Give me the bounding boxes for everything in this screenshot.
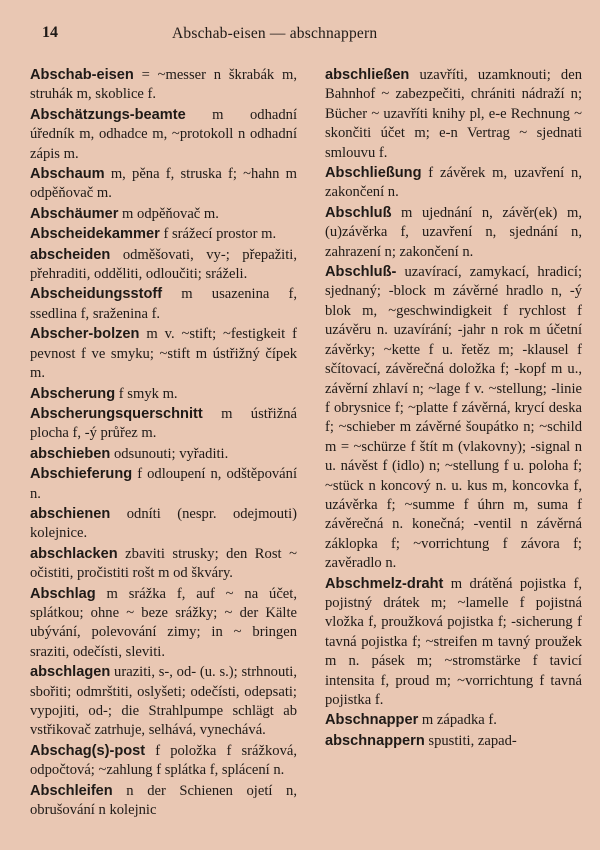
entry-definition: uzavírací, zamykací, hradicí; sjednaný; -block m závěrné hradlo n, -ý blok m, ~geschwindigkeit f rychlost f uzávěru n. uzavírání; -jahr n rok m účetní závěrky; ~kette f u. řetěz m; -klausel f sčítovací, závěrečná doložka f; -kopf m u., závěrní zhlaví n; ~lage f v. ~stellung; -linie f obrysnice f; ~platte f závěrná, krycí deska f; ~schieber m závěrné šoupátko n; ~schild m = ~schürze f štít m (vlakovny); -signal n u. návěst f (idlo) n; ~stellung f u. poloha f; ~stück n koncový n. u. kus m, koncovka f, uzávěrka f; ~summe f úhrn m, suma f závěrečná n. konečná; -ventil n závěrná záklopka f; ~vorrichtung f závora f; zavěradlo n. (325, 264, 582, 572)
entry-headword: Abscherungsquerschnitt (30, 405, 203, 422)
entry-definition: f položka f srážková, odpočtová; ~zahlung f splátka f, splácení n. (30, 742, 297, 779)
entry-definition: f srážecí prostor m. (159, 226, 277, 243)
entry-definition: m ujednání n, závěr(ek) m, (u)závěrka f, uzavření n, sjednání n, zahrazení n; zakončení n. (325, 204, 582, 260)
left-column (30, 66, 297, 821)
right-column (315, 66, 582, 821)
dictionary-entry (30, 505, 297, 544)
two-column-body (30, 66, 582, 821)
entry-headword: Abscher-bolzen (30, 326, 140, 343)
entry-definition: odměšovati, vy-; přepažiti, přehraditi, odděliti, odloučiti; sráželi. (30, 246, 297, 283)
entry-definition: m srážka f, auf ~ na účet, splátkou; ohne ~ beze srážky; ~ der Kälte ubývání, polevování zimy; in ~ bringen sraziti, odečísti, sleviti. (30, 585, 297, 660)
dictionary-entry (30, 325, 297, 383)
entry-definition: spustiti, zapad- (424, 732, 517, 749)
dictionary-entry (30, 663, 297, 741)
dictionary-entry (30, 246, 297, 285)
entry-definition: m ústřižná plocha f, -ý průřez m. (30, 405, 297, 442)
entry-headword: Abschaum (30, 166, 105, 183)
dictionary-entry (315, 732, 582, 751)
entry-headword: Abscheidungsstoff (30, 286, 163, 303)
entry-headword: Abschluß (325, 204, 392, 221)
dictionary-entry (315, 263, 582, 574)
entry-headword: abscheiden (30, 246, 111, 263)
entry-definition: uraziti, s-, od- (u. s.); strhnouti, sbořiti; odmrštiti, oslyšeti; odečísti, odepsati; vypojiti, od-; die Strahlpumpe schlägt ab vstřikovač zatrhuje, selhává, vynechává. (30, 664, 297, 739)
entry-definition: m v. ~stift; ~festigkeit f pevnost f ve smyku; ~stift m ústřižný čípek m. (30, 326, 297, 382)
dictionary-entry (30, 285, 297, 324)
dictionary-entry (315, 204, 582, 262)
entry-headword: Abschab-eisen (30, 67, 134, 83)
dictionary-entry (30, 205, 297, 224)
entry-definition: odníti (nespr. odejmouti) kolejnice. (30, 505, 297, 542)
entry-definition: odsunouti; vyřaditi. (110, 445, 229, 462)
dictionary-entry (30, 465, 297, 504)
dictionary-entry (30, 66, 297, 105)
entry-definition: f odloupení n, odštěpování n. (30, 466, 297, 502)
dictionary-entry (30, 225, 297, 244)
dictionary-entry (30, 782, 297, 821)
entry-headword: abschienen (30, 505, 111, 522)
entry-definition: n der Schienen ojetí n, obrušování n kolejnic (30, 782, 297, 819)
page-header (42, 22, 578, 50)
dictionary-entry (30, 545, 297, 584)
entry-definition: m odpěňovač m. (118, 205, 219, 222)
page-number: 14 (42, 24, 58, 41)
entry-definition: m usazenina f, ssedlina f, sraženina f. (30, 286, 297, 322)
dictionary-entry (30, 385, 297, 404)
entry-headword: Abschließung (325, 165, 422, 182)
entry-definition: m drátěná pojistka f, pojistný drátek m; ~lamelle f pojistná vložka f, proužková pojistka f; -sicherung f tavná pojistka f; ~streifen m tavný proužek m n. pásek m; ~stromstärke f tavicí intensita f, proud m; ~vorrichtung f tavná pojistka f. (325, 575, 582, 708)
entry-headword: abschieben (30, 445, 111, 462)
entry-definition: = ~messer n škrabák m, struhák m, skoblice f. (30, 67, 297, 103)
dictionary-entry (30, 165, 297, 204)
dictionary-entry (315, 164, 582, 203)
entry-headword: Abschlag (30, 585, 96, 602)
entry-headword: Abschleifen (30, 782, 113, 799)
entry-headword: abschlagen (30, 664, 111, 681)
entry-definition: f závěrek m, uzavření n, zakončení n. (325, 165, 582, 201)
entry-headword: Abschmelz-draht (325, 575, 444, 592)
entry-headword: Abschätzungs-beamte (30, 106, 186, 123)
entry-headword: Abschag(s)-post (30, 742, 146, 759)
entry-headword: abschlacken (30, 545, 118, 562)
dictionary-entry (30, 405, 297, 444)
entry-headword: Abschnapper (325, 712, 419, 729)
entry-definition: zbaviti strusky; den Rost ~ očistiti, pročistiti rošt m od škváry. (30, 545, 297, 582)
dictionary-entry (315, 66, 582, 163)
dictionary-entry (30, 106, 297, 164)
entry-headword: Abschieferung (30, 466, 133, 483)
entry-headword: Abscheidekammer (30, 226, 160, 243)
entry-definition: m, pěna f, struska f; ~hahn m odpěňovač m. (30, 166, 297, 202)
entry-headword: Abschluß- (325, 264, 397, 281)
entry-definition: uzavříti, uzamknouti; den Bahnhof ~ zabezpečiti, chrániti nádraží n; Bücher ~ uzavříti knihy pl, e-e Rechnung ~ skončiti účet m; e-n Vertrag ~ sjednati smlouvu f. (325, 67, 582, 161)
entry-headword: abschließen (325, 67, 410, 83)
dictionary-entry (315, 711, 582, 730)
dictionary-entry (30, 585, 297, 663)
running-head: Abschab-eisen — abschnappern (172, 25, 378, 42)
entry-definition: m západka f. (418, 712, 497, 729)
dictionary-entry (30, 742, 297, 781)
entry-headword: Abscherung (30, 385, 116, 402)
dictionary-entry (30, 445, 297, 464)
entry-headword: abschnappern (325, 732, 425, 749)
entry-definition: m odhadní úředník m, odhadce m, ~protokoll n odhadní zápis m. (30, 106, 297, 162)
dictionary-entry (315, 575, 582, 711)
entry-definition: f smyk m. (115, 385, 178, 402)
entry-headword: Abschäumer (30, 205, 119, 222)
